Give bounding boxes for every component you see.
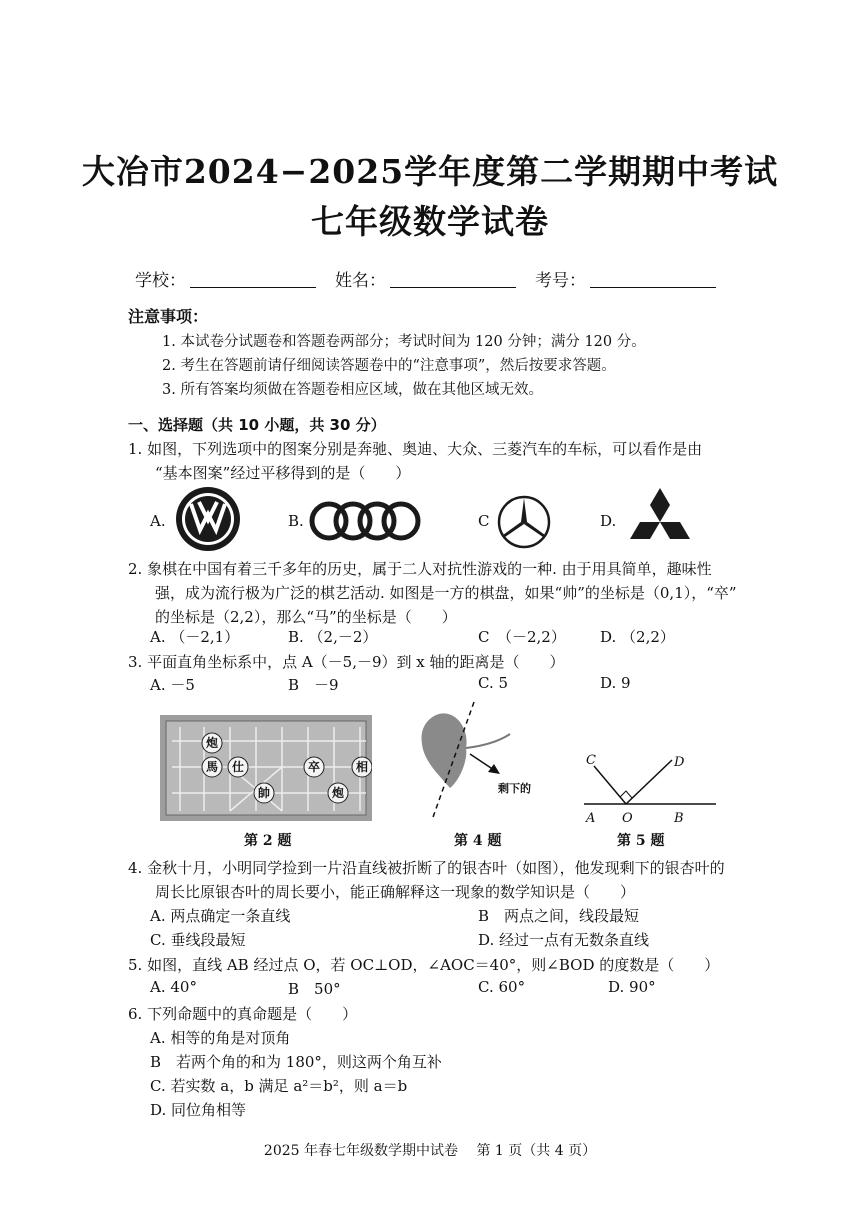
mitsubishi-logo-icon (626, 488, 694, 548)
q5-option-d[interactable]: D. 90° (608, 978, 656, 996)
q3-option-a[interactable]: A. －5 (150, 676, 195, 694)
q5-option-b[interactable]: B 50° (288, 980, 341, 998)
svg-text:O: O (622, 811, 633, 826)
q4-option-d[interactable]: D. 经过一点有无数条直线 (478, 931, 650, 949)
svg-text:A: A (586, 811, 596, 826)
page-footer: 2025 年春七年级数学期中试卷 第 1 页（共 4 页） (263, 1143, 597, 1159)
q3-option-b[interactable]: B －9 (288, 676, 339, 694)
svg-text:C: C (586, 753, 596, 768)
q3-option-c[interactable]: C. 5 (478, 674, 509, 692)
svg-text:D: D (674, 755, 685, 770)
q3-option-d[interactable]: D. 9 (600, 674, 631, 692)
q1-line2: “基本图案”经过平移得到的是（ ） (155, 464, 411, 482)
school-field[interactable]: 学校： (135, 266, 335, 291)
figure-caption-4: 第 4 题 (454, 833, 502, 849)
q2-option-a[interactable]: A. （－2,1） (150, 628, 240, 646)
q5-option-a[interactable]: A. 40° (150, 978, 197, 996)
q2-line3: 的坐标是（2,2），那么“马”的坐标是（ ） (155, 608, 457, 626)
student-info-row (135, 266, 735, 291)
name-field[interactable]: 姓名： (335, 266, 535, 291)
q4-option-b[interactable]: B 两点之间，线段最短 (478, 907, 640, 925)
name-blank[interactable] (390, 269, 516, 288)
ginkgo-leaf-figure (412, 696, 562, 822)
q1-label-c: C (478, 512, 490, 530)
q4-option-c[interactable]: C. 垂线段最短 (150, 931, 246, 949)
q6-option-c[interactable]: C. 若实数 a，b 满足 a²＝b²，则 a＝b (150, 1077, 408, 1095)
exam-title-line2: 七年级数学试卷 (311, 202, 549, 241)
q1-label-a: A. (150, 512, 166, 530)
exam-number-field[interactable]: 考号： (535, 266, 735, 291)
school-blank[interactable] (190, 269, 316, 288)
q4-line1: 4. 金秋十月，小明同学捡到一片沿直线被折断了的银杏叶（如图），他发现剩下的银杏叶的 (128, 859, 725, 877)
notice-heading: 注意事项： (128, 307, 209, 326)
q5-line1: 5. 如图，直线 AB 经过点 O，若 OC⊥OD，∠AOC＝40°，则∠BOD 的度数是（ ） (128, 956, 720, 974)
q4-option-a[interactable]: A. 两点确定一条直线 (150, 907, 291, 925)
q2-line2: 强，成为流行极为广泛的棋艺活动. 如图是一方的棋盘，如果“帅”的坐标是（0,1），“卒” (155, 584, 737, 602)
leaf-label: 剩下的 (498, 782, 531, 795)
audi-logo-icon (308, 498, 422, 544)
figure-caption-5: 第 5 题 (617, 833, 665, 849)
q1-label-d: D. (600, 512, 617, 530)
angle-figure (580, 748, 720, 828)
q6-option-b[interactable]: B 若两个角的和为 180°，则这两个角互补 (150, 1053, 442, 1071)
q2-option-c[interactable]: C （－2,2） (478, 628, 566, 646)
q6-option-d[interactable]: D. 同位角相等 (150, 1101, 247, 1119)
q1-line1: 1. 如图，下列选项中的图案分别是奔驰、奥迪、大众、三菱汽车的车标，可以看作是由 (128, 440, 703, 458)
notice-item-3: 3. 所有答案均须做在答题卷相应区域，做在其他区域无效。 (162, 382, 543, 398)
mercedes-logo-icon (496, 494, 552, 550)
volkswagen-logo-icon (175, 486, 241, 552)
q6-option-a[interactable]: A. 相等的角是对顶角 (150, 1029, 291, 1047)
chess-piece-7: 相 (355, 760, 369, 774)
notice-item-2: 2. 考生在答题前请仔细阅读答题卷中的“注意事项”，然后按要求答题。 (162, 358, 616, 374)
q5-option-c[interactable]: C. 60° (478, 978, 526, 996)
exam-title-line1: 大冶市2024−2025学年度第二学期期中考试 (81, 152, 779, 191)
exam-number-blank[interactable] (590, 269, 716, 288)
chess-piece-2: 馬 (205, 760, 219, 774)
q2-option-b[interactable]: B. （2,－2） (288, 628, 378, 646)
chessboard-figure (160, 715, 372, 821)
q4-line2: 周长比原银杏叶的周长要小，能正确解释这一现象的数学知识是（ ） (155, 883, 636, 901)
q2-option-d[interactable]: D. （2,2） (600, 628, 675, 646)
svg-text:B: B (674, 811, 684, 826)
q3-line1: 3. 平面直角坐标系中，点 A（－5,－9）到 x 轴的距离是（ ） (128, 653, 565, 671)
chess-piece-3: 仕 (231, 760, 245, 774)
section-heading: 一、选择题（共 10 小题，共 30 分） (128, 416, 386, 434)
notice-item-1: 1. 本试卷分试题卷和答题卷两部分；考试时间为 120 分钟；满分 120 分。 (162, 334, 646, 350)
figure-caption-2: 第 2 题 (244, 833, 292, 849)
q1-label-b: B. (288, 512, 304, 530)
chess-piece-4: 帥 (257, 786, 271, 800)
q2-line1: 2. 象棋在中国有着三千多年的历史，属于二人对抗性游戏的一种. 由于用具简单，趣味性 (128, 560, 712, 578)
chess-piece-6: 炮 (331, 786, 345, 800)
chess-piece-1: 炮 (205, 736, 219, 750)
q6-line1: 6. 下列命题中的真命题是（ ） (128, 1005, 358, 1023)
chess-piece-5: 卒 (307, 760, 321, 774)
